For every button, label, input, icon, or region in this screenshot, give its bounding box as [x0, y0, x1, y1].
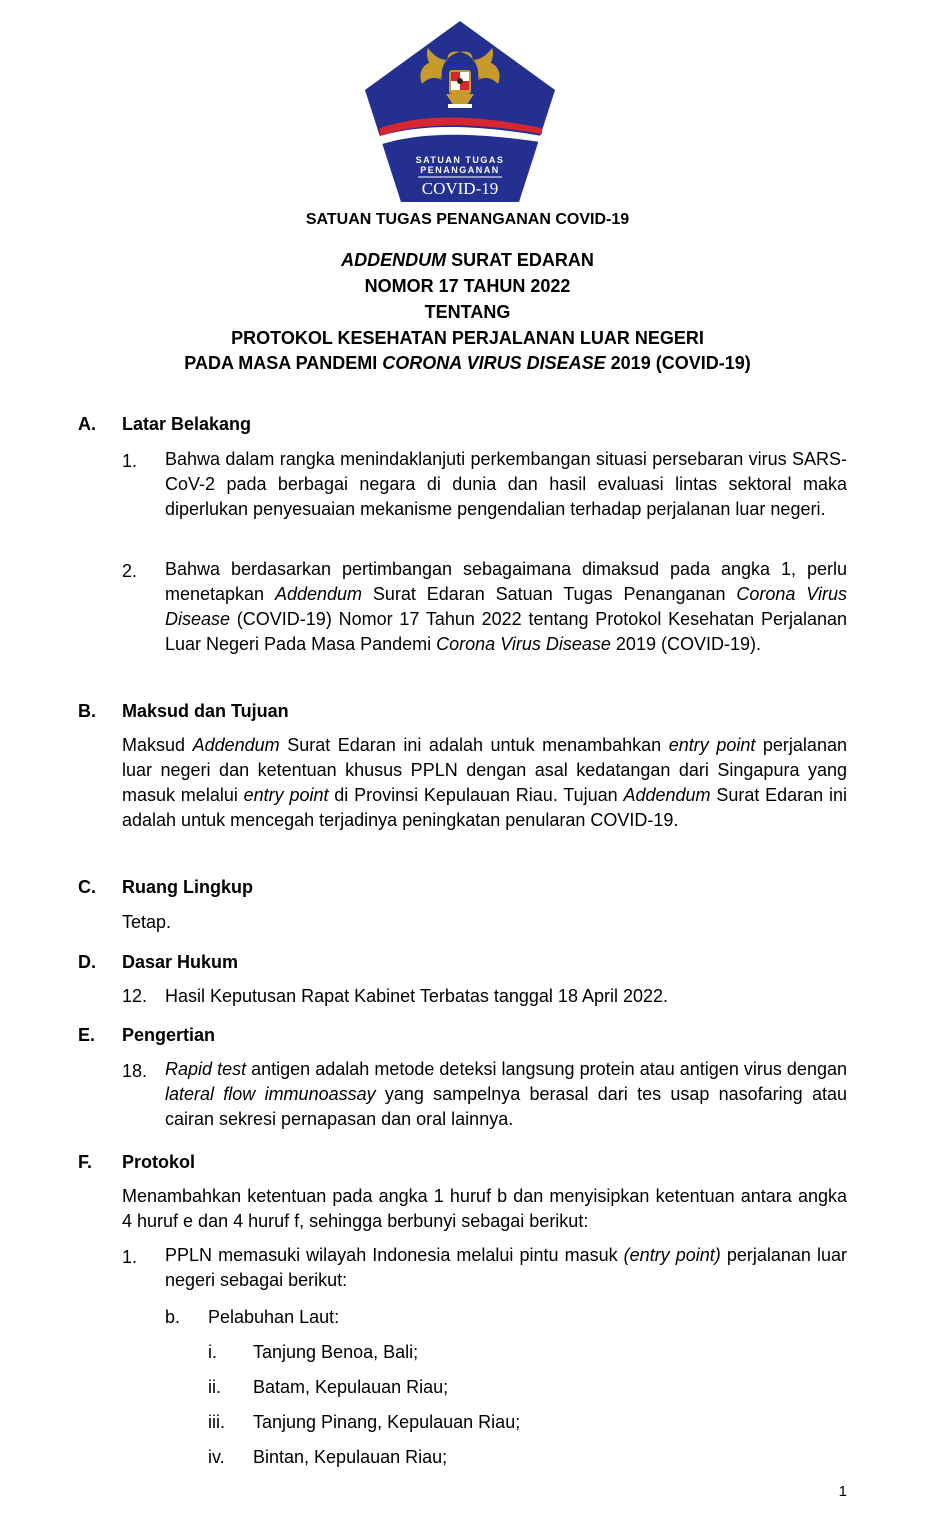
section-f-item-1-number: 1.	[122, 1247, 138, 1267]
doc-subject-line-2: PADA MASA PANDEMI CORONA VIRUS DISEASE 2019 (COVID-19)	[184, 353, 751, 373]
section-c-text: Tetap.	[122, 912, 172, 932]
logo-text-1: SATUAN TUGAS	[415, 155, 505, 165]
section-f-sub-letter: b.	[165, 1307, 181, 1327]
section-a-title: Latar Belakang	[122, 414, 252, 434]
port-item-number: iii.	[208, 1412, 225, 1432]
section-b-letter: B.	[78, 701, 96, 721]
section-b-text: Maksud Addendum Surat Edaran ini adalah untuk menambahkan entry point perjalanan luar negeri dan ketentuan khusus PPLN dengan asal kedatangan dari Singapura yang masuk melalui entry point di Provinsi Kepulauan Riau. Tujuan Addendum Surat Edaran ini adalah untuk mencegah terjadinya peningkatan penularan COVID-19.	[122, 735, 847, 830]
satgas-covid19-logo	[362, 18, 558, 208]
org-name: SATUAN TUGAS PENANGANAN COVID-19	[305, 211, 630, 228]
doc-nomor: NOMOR 17 TAHUN 2022	[364, 276, 571, 296]
port-item-number: iv.	[208, 1447, 225, 1467]
section-e-item-number: 18.	[122, 1061, 148, 1081]
section-c-letter: C.	[78, 877, 96, 897]
port-item-number: ii.	[208, 1377, 221, 1397]
section-c-title: Ruang Lingkup	[122, 877, 253, 897]
section-d-title: Dasar Hukum	[122, 952, 239, 972]
section-f-title: Protokol	[122, 1152, 196, 1172]
section-e-title: Pengertian	[122, 1025, 216, 1045]
doc-tentang: TENTANG	[424, 302, 511, 322]
section-e-letter: E.	[78, 1025, 96, 1045]
section-e-item-text: Rapid test antigen adalah metode deteksi langsung protein atau antigen virus dengan lateral flow immunoassay yang sampelnya berasal dari tes usap nasofaring atau cairan sekresi pernapasan dan oral lainnya.	[165, 1059, 847, 1129]
section-a-item-1-number: 1.	[122, 451, 138, 471]
section-a-letter: A.	[78, 414, 96, 434]
section-f-item-1-text: PPLN memasuki wilayah Indonesia melalui pintu masuk (entry point) perjalanan luar negeri sebagai berikut:	[165, 1245, 847, 1290]
port-item-name: Bintan, Kepulauan Riau;	[253, 1447, 448, 1467]
section-d-letter: D.	[78, 952, 96, 972]
logo-text-3: COVID-19	[421, 179, 499, 198]
port-item-name: Batam, Kepulauan Riau;	[253, 1377, 449, 1397]
port-item-name: Tanjung Pinang, Kepulauan Riau;	[253, 1412, 521, 1432]
port-item-name: Tanjung Benoa, Bali;	[253, 1342, 419, 1362]
section-f-intro: Menambahkan ketentuan pada angka 1 huruf b dan menyisipkan ketentuan antara angka 4 huruf e dan 4 huruf f, sehingga berbunyi sebagai berikut:	[122, 1186, 847, 1231]
section-a-item-2-text: Bahwa berdasarkan pertimbangan sebagaimana dimaksud pada angka 1, perlu menetapkan Addendum Surat Edaran Satuan Tugas Penanganan Corona Virus Disease (COVID-19) Nomor 17 Tahun 2022 tentang Protokol Kesehatan Perjalanan Luar Negeri Pada Masa Pandemi Corona Virus Disease 2019 (COVID-19).	[165, 559, 847, 654]
section-a-item-2-number: 2.	[122, 561, 138, 581]
doc-title-addendum: ADDENDUM SURAT EDARAN	[341, 250, 594, 270]
section-f-sub-title: Pelabuhan Laut:	[208, 1307, 340, 1327]
section-a-item-1-text: Bahwa dalam rangka menindaklanjuti perkembangan situasi persebaran virus SARS-CoV-2 pada berbagai negara di dunia dan hasil evaluasi lintas sektoral maka diperlukan penyesuaian mekanisme pengendalian terhadap perjalanan luar negeri.	[165, 449, 847, 519]
port-item-number: i.	[208, 1342, 217, 1362]
section-d-item-number: 12.	[122, 986, 148, 1006]
section-f-letter: F.	[78, 1152, 93, 1172]
section-b-title: Maksud dan Tujuan	[122, 701, 289, 721]
doc-subject-line-1: PROTOKOL KESEHATAN PERJALANAN LUAR NEGERI	[231, 328, 704, 348]
section-d-item-text: Hasil Keputusan Rapat Kabinet Terbatas tanggal 18 April 2022.	[165, 986, 669, 1006]
logo-text-2: PENANGANAN	[420, 165, 500, 175]
page-number: 1	[838, 1483, 847, 1500]
